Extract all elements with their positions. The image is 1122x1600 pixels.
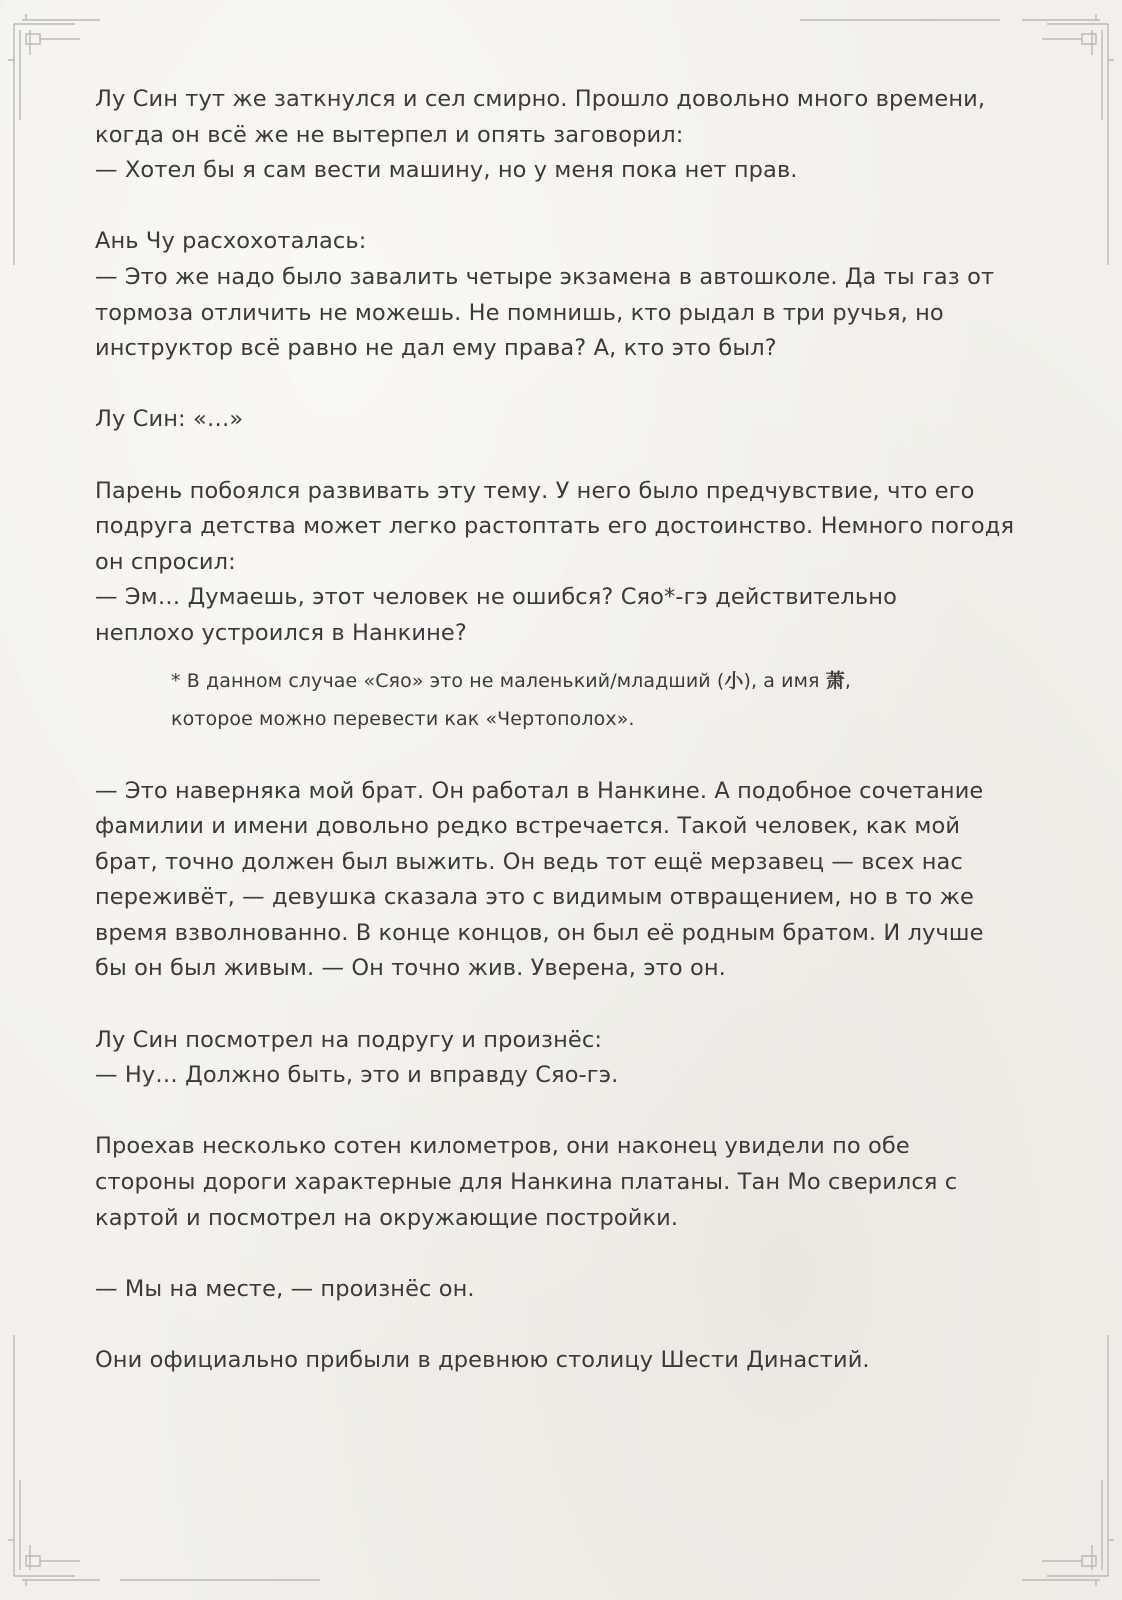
frame-corner-bottom-right <box>1022 1335 1114 1586</box>
text-line: картой и посмотрел на окружающие постройки. <box>95 1204 679 1231</box>
text-line: брат, точно должен был выжить. Он ведь тот ещё мерзавец — всех нас <box>95 848 963 875</box>
text-line: — Ну… Должно быть, это и вправду Сяо-гэ. <box>95 1062 619 1089</box>
frame-corner-top-left <box>8 14 100 265</box>
paragraph-9 <box>95 1343 1025 1379</box>
paragraph-1 <box>95 82 1025 189</box>
text-line: Парень побоялся развивать эту тему. У него было предчувствие, что его <box>95 477 975 504</box>
paragraph-6 <box>95 1023 1025 1094</box>
text-line: — Хотел бы я сам вести машину, но у меня пока нет прав. <box>95 157 798 184</box>
text-line: время взволнованно. В конце концов, он был её родным братом. И лучше <box>95 919 984 946</box>
text-line: он спросил: <box>95 548 236 575</box>
text-line: бы он был живым. — Он точно жив. Уверена, это он. <box>95 955 726 982</box>
text-line: инструктор всё равно не дал ему права? А, кто это был? <box>95 335 777 362</box>
text-line: когда он всё же не вытерпел и опять заговорил: <box>95 121 684 148</box>
text-line: Ань Чу расхохоталась: <box>95 228 367 255</box>
text-line: неплохо устроился в Нанкине? <box>95 619 467 646</box>
text-line: переживёт, — девушка сказала это с видимым отвращением, но в то же <box>95 884 974 911</box>
paragraph-3 <box>95 402 1025 438</box>
text-line: Лу Син тут же заткнулся и сел смирно. Прошло довольно много времени, <box>95 86 986 112</box>
footnote-text: * В данном случае «Сяо» это не маленький/младший ( <box>171 669 725 692</box>
footnote-text: , <box>844 669 851 692</box>
text-line: — Эм… Думаешь, этот человек не ошибся? Сяо*-гэ действительно <box>95 584 897 611</box>
text-line: фамилии и имени довольно редко встречается. Такой человек, как мой <box>95 813 961 840</box>
text-line: — Это наверняка мой брат. Он работал в Нанкине. А подобное сочетание <box>95 777 984 804</box>
text-line: тормоза отличить не можешь. Не помнишь, кто рыдал в три ручья, но <box>95 299 944 326</box>
text-line: Проехав несколько сотен километров, они наконец увидели по обе <box>95 1133 910 1160</box>
hanzi-small: 小 <box>724 669 744 692</box>
text-line: стороны дороги характерные для Нанкина платаны. Тан Мо сверился с <box>95 1169 958 1196</box>
text-line: подруга детства может легко растоптать его достоинство. Немного погодя <box>95 513 1015 540</box>
text-line: — Мы на месте, — произнёс он. <box>95 1275 475 1302</box>
text-line: Лу Син: «…» <box>95 406 244 433</box>
chapter-text <box>95 82 1025 1414</box>
hanzi-name: 萧 <box>825 669 845 692</box>
paragraph-4 <box>95 474 1025 652</box>
footnote-text: ), а имя <box>743 669 826 692</box>
text-line: Лу Син посмотрел на подругу и произнёс: <box>95 1026 603 1053</box>
text-line: — Это же надо было завалить четыре экзамена в автошколе. Да ты газ от <box>95 263 995 290</box>
paragraph-8 <box>95 1272 1025 1308</box>
paragraph-7 <box>95 1129 1025 1236</box>
text-line: Они официально прибыли в древнюю столицу Шести Династий. <box>95 1347 870 1373</box>
footnote <box>171 662 1025 738</box>
footnote-text: которое можно перевести как «Чертополох». <box>171 707 635 730</box>
paragraph-2 <box>95 224 1025 366</box>
paragraph-5 <box>95 774 1025 988</box>
